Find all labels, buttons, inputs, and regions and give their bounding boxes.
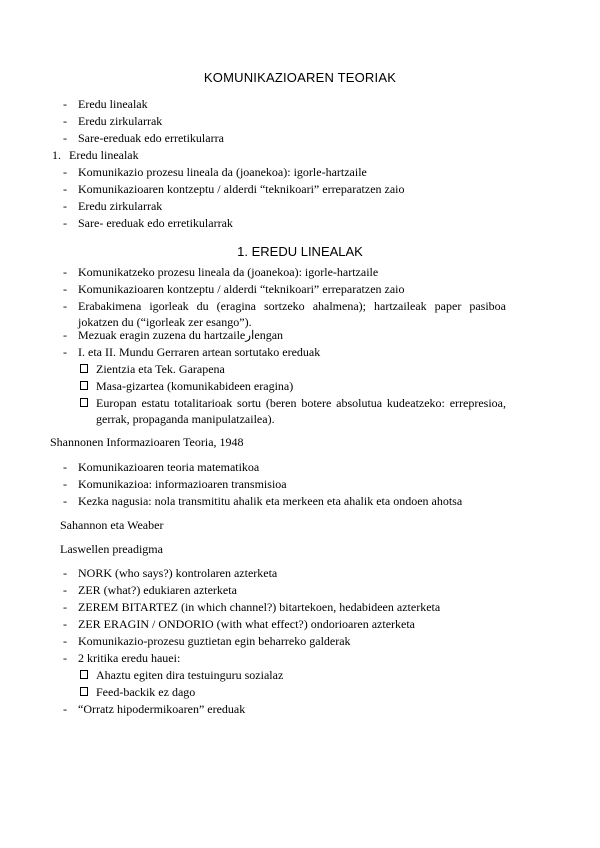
list-item [0,701,600,717]
bullet-dash: - [63,282,67,296]
list-item-text: I. eta II. Mundu Gerraren artean sortutako ereduak [78,345,321,359]
list-item-text: Komunikazio prozesu lineala da (joanekoa): igorle-hartzaile [78,165,367,179]
list-item [0,181,600,197]
document-title: KOMUNIKAZIOAREN TEORIAK [203,70,397,85]
list-item-text: ZEREM BITARTEZ (in which channel?) bitartekoen, hedabideen azterketa [78,600,441,614]
list-item [0,264,600,280]
bullet-dash: - [63,97,67,111]
bullet-dash: - [63,702,67,716]
list-item-text: NORK (who says?) kontrolaren azterketa [78,566,278,580]
bullet-dash: - [63,477,67,491]
bullet-dash: - [63,299,67,313]
bullet-dash: - [63,182,67,196]
list-item-text: Eredu linealak [78,97,148,111]
list-item [0,459,600,475]
list-item [0,565,600,581]
list-item [0,215,600,231]
bullet-dash: - [63,131,67,145]
list-item-text: Komunikazioaren kontzeptu / alderdi “teknikoari” erreparatzen zaio [78,282,405,296]
list-item-text: 2 kritika eredu hauei: [78,651,181,665]
bullet-dash: - [63,600,67,614]
list-item [0,633,600,649]
checkbox-bullet-icon [80,398,88,407]
list-item-text: Erabakimena igorleak du (eragina sortzeko ahalmena); hartzaileak paper pasiboa jokatzen du (“igorleak zer esango”). [78,299,506,329]
shannon-weaber-label [0,517,600,533]
bullet-dash: - [63,651,67,665]
sub-list-item-text: Masa-gizartea (komunikabideen eragina) [96,379,294,393]
checkbox-bullet-icon [80,381,88,390]
list-item-text: “Orratz hipodermikoaren” ereduak [78,702,246,716]
sub-list-item-text: Europan estatu totalitarioak sortu (beren botere absolutua kudeatzeko: errepresioa, gerrak, propaganda manipulatzailea). [96,396,506,426]
list-item-text: Kezka nagusia: nola transmititu ahalik eta merkeen eta ahalik eta ondoen ahotsa [78,494,463,508]
laswell-heading [0,541,600,557]
label-text: Sahannon eta Weaber [60,518,164,532]
bullet-dash: - [63,328,67,342]
list-item-text: Komunikazio-prozesu guztietan egin beharreko galderak [78,634,351,648]
bullet-dash: - [63,199,67,213]
list-item [0,616,600,632]
bullet-dash: - [63,634,67,648]
numbered-heading [0,147,600,163]
section-title: 1. EREDU LINEALAK [237,244,363,259]
sub-list-item [0,684,600,700]
sub-list-item [0,667,600,683]
list-item [0,344,600,360]
bullet-dash: - [63,494,67,508]
list-item-text: ZER (what?) edukiaren azterketa [78,583,237,597]
sub-list-item [0,378,600,394]
list-item-text: Sare- ereduak edo erretikularrak [78,216,233,230]
bullet-dash: - [63,165,67,179]
bullet-dash: - [63,583,67,597]
bullet-dash: - [63,265,67,279]
heading-number: 1. [52,148,61,162]
list-item [0,281,600,297]
bullet-dash: - [63,345,67,359]
heading-label: Eredu linealak [69,148,139,162]
list-item-text: Komunikazioa: informazioaren transmisioa [78,477,287,491]
list-item-text: ZER ERAGIN / ONDORIO (with what effect?) ondorioaren azterketa [78,617,415,631]
list-item [0,113,600,129]
sub-list-item-text: Zientzia eta Tek. Garapena [96,362,225,376]
list-item-text: Komunikatzeko prozesu lineala da (joanekoa): igorle-hartzaile [78,265,379,279]
bullet-dash: - [63,566,67,580]
bullet-dash: - [63,460,67,474]
list-item [0,164,600,180]
bullet-dash: - [63,114,67,128]
list-item [0,650,600,666]
checkbox-bullet-icon [80,687,88,696]
list-item-text: Mezuak eragin zuzena du hartzaileارengan [78,328,284,342]
checkbox-bullet-icon [80,670,88,679]
list-item [0,96,600,112]
sub-list-item-text: Feed-backik ez dago [96,685,196,699]
list-item-text: Eredu zirkularrak [78,114,163,128]
sub-list-item [0,395,600,429]
heading-text: Laswellen preadigma [60,542,163,556]
list-item-text: Komunikazioaren kontzeptu / alderdi “teknikoari” erreparatzen zaio [78,182,405,196]
list-item [0,130,600,146]
list-item-text: Eredu zirkularrak [78,199,163,213]
list-item [0,198,600,214]
bullet-dash: - [63,617,67,631]
list-item [0,599,600,615]
checkbox-bullet-icon [80,364,88,373]
sub-list-item-text: Ahaztu egiten dira testuinguru sozialaz [96,668,284,682]
bullet-dash: - [63,216,67,230]
list-item [0,493,600,509]
list-item [0,476,600,492]
list-item-text: Komunikazioaren teoria matematikoa [78,460,260,474]
list-item [0,582,600,598]
sub-list-item [0,361,600,377]
shannon-heading [0,434,600,450]
list-item [0,327,600,343]
list-item-text: Sare-ereduak edo erretikularra [78,131,224,145]
heading-text: Shannonen Informazioaren Teoria, 1948 [50,435,244,449]
